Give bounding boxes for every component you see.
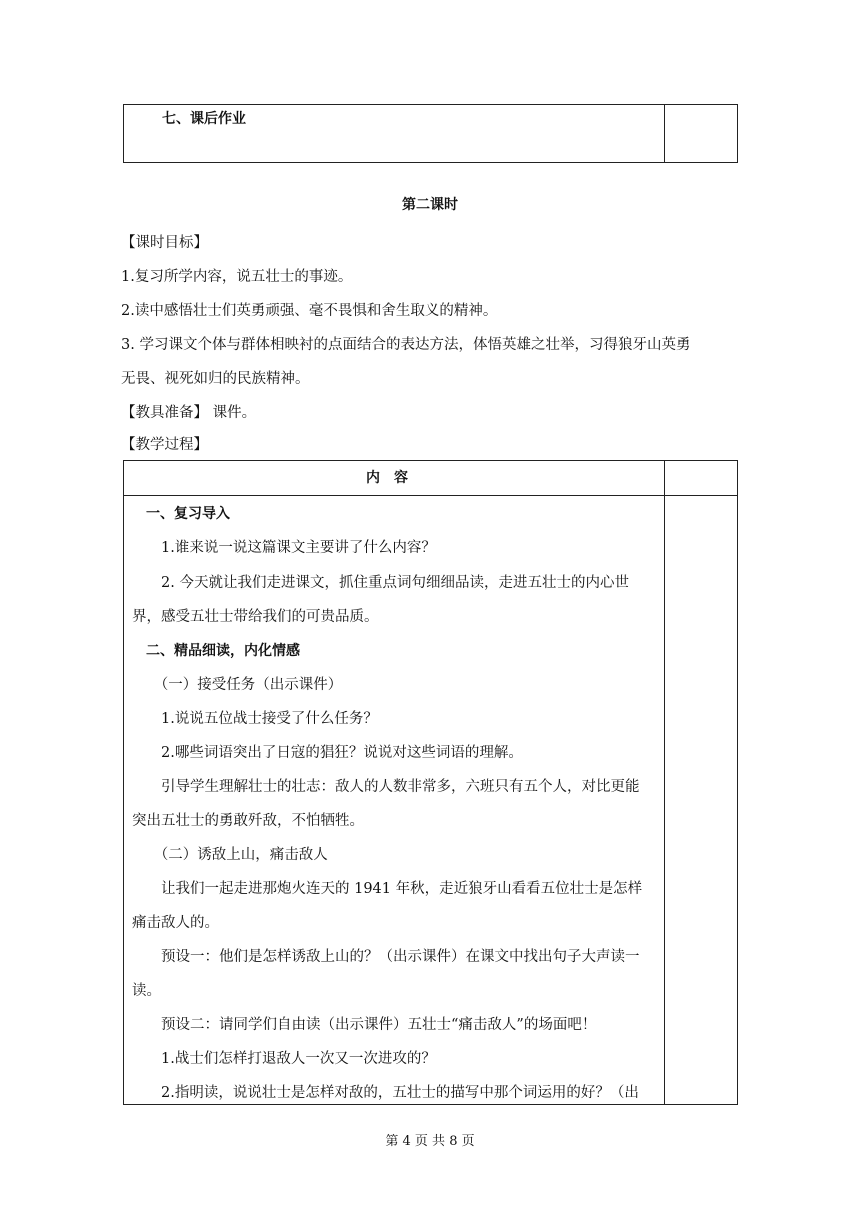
lesson-title: 第二课时: [402, 197, 458, 213]
table-line: 2. 今天就让我们走进课文，抓住重点词句细细品读，走进五壮士的内心世: [132, 575, 629, 591]
objective-2: 2.读中感悟壮士们英勇顽强、毫不畏惧和舍生取义的精神。: [121, 303, 498, 319]
table-line: 1.战士们怎样打退敌人一次又一次进攻的？: [132, 1051, 436, 1067]
table-line: 突出五壮士的勇敢歼敌，不怕牺牲。: [132, 813, 364, 829]
table-line: 1.谁来说一说这篇课文主要讲了什么内容？: [132, 540, 436, 556]
table-line: 预设二：请同学们自由读（出示课件）五壮士“痛击敌人”的场面吧！: [132, 1017, 597, 1033]
table-line: （一）接受任务（出示课件）: [132, 677, 343, 693]
table-line: 2.哪些词语突出了日寇的猖狂？说说对这些词语的理解。: [132, 745, 523, 761]
table-line: 界，感受五壮士带给我们的可贵品质。: [132, 609, 379, 625]
table-line: 读。: [132, 983, 161, 999]
page-footer: 第 4 页 共 8 页: [385, 1134, 475, 1149]
section-heading-review: 一、复习导入: [132, 506, 230, 522]
table-header-rule: [124, 495, 737, 496]
table-column-divider: [664, 105, 665, 162]
table-column-divider: [664, 461, 665, 1104]
table-line: 1.说说五位战士接受了什么任务？: [132, 711, 378, 727]
objectives-heading: 【课时目标】: [121, 235, 208, 251]
objective-1: 1.复习所学内容，说五壮士的事迹。: [121, 269, 353, 285]
section-heading-reading: 二、精品细读，内化情感: [132, 643, 300, 659]
process-heading: 【教学过程】: [121, 437, 208, 453]
table-line: 预设一：他们是怎样诱敌上山的？（出示课件）在课文中找出句子大声读一: [132, 949, 640, 965]
homework-cell: 七、课后作业: [162, 111, 246, 127]
objective-3-continued: 无畏、视死如归的民族精神。: [121, 371, 310, 387]
table-line: 引导学生理解壮士的壮志：敌人的人数非常多，六班只有五个人，对比更能: [132, 779, 640, 795]
table-line: 2.指明读，说说壮士是怎样对敌的，五壮士的描写中那个词运用的好？（出: [132, 1085, 639, 1101]
tools-line: 【教具准备】 课件。: [121, 405, 257, 421]
table-line: （二）诱敌上山，痛击敌人: [132, 847, 328, 863]
objective-3: 3. 学习课文个体与群体相映衬的点面结合的表达方法，体悟英雄之壮举，习得狼牙山英勇: [121, 337, 691, 353]
process-table: [123, 460, 738, 1105]
table-line: 痛击敌人的。: [132, 915, 219, 931]
homework-table: [123, 104, 738, 163]
table-line: 让我们一起走进那炮火连天的 1941 年秋，走近狼牙山看看五位壮士是怎样: [132, 881, 643, 897]
table-header-content: 内容: [366, 470, 422, 486]
